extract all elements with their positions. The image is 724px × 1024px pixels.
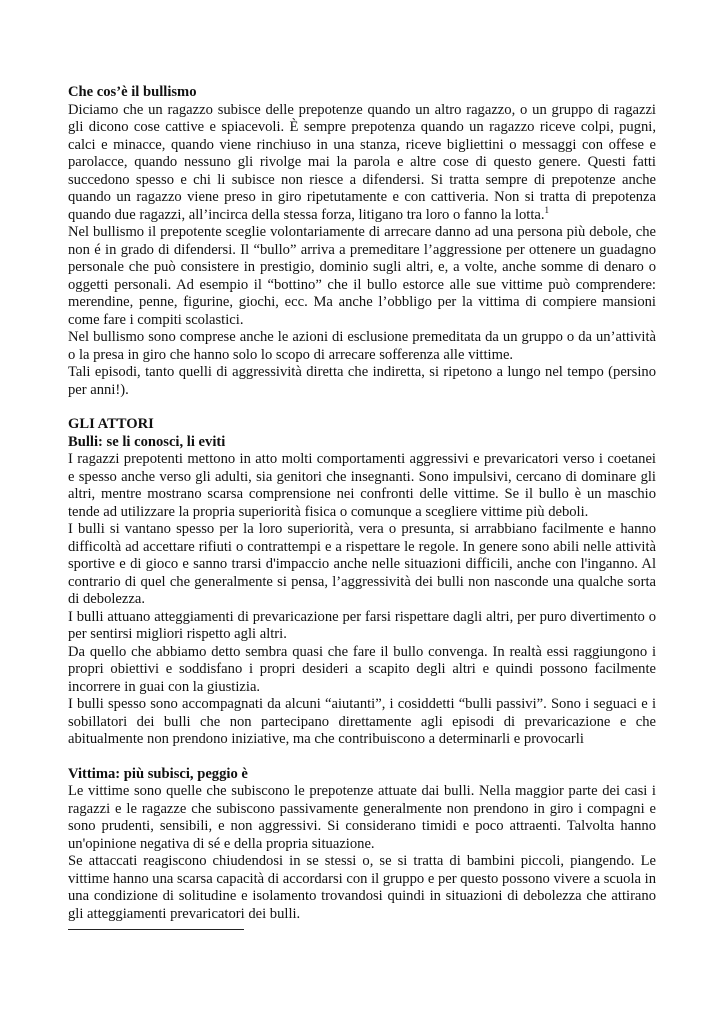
paragraph-conviene: Da quello che abbiamo detto sembra quasi che fare il bullo convenga. In realtà essi raggiungono i propri obiettivi e soddisfano i propri desideri a scapito degli altri e quindi possono facilmente incorrere in guai con la giustizia.: [68, 643, 656, 695]
paragraph-reazioni: Se attaccati reagiscono chiudendosi in se stessi o, se si tratta di bambini piccoli, piangendo. Le vittime hanno una scarsa capacità di accordarsi con il gruppo e per questo possono vivere a scuola in una condizione di solitudine e isolamento trovandosi quindi in situazioni di debolezza che attirano gli atteggiamenti prevaricatori dei bulli.: [68, 853, 657, 922]
paragraph-definition: [68, 102, 656, 225]
paragraph-prepotente: Nel bullismo il prepotente sceglie volontariamente di arrecare danno ad una persona più debole, che non é in grado di difendersi. Il “bullo” arriva a premeditare l’aggressione per ottenere un guadagno personale che può consistere in prestigio, dominio sugli altri, e, a volte, anche somme di denaro o oggetti personali. Ad esempio il “bottino” che il bullo estorce alle sue vittime può comprendere: merendine, penne, figurine, giochi, ecc. Ma anche l’obbligo per la vittima di compiere mansioni come fare i compiti scolastici.: [68, 224, 656, 328]
spacer: [68, 749, 656, 766]
section-heading-attori: GLI ATTORI: [68, 416, 154, 432]
spacer: [68, 399, 656, 416]
paragraph-prevaricazione: I bulli attuano atteggiamenti di prevaricazione per farsi rispettare dagli altri, per puro divertimento o per sentirsi migliori rispetto agli altri.: [68, 608, 656, 642]
paragraph-vittime: Le vittime sono quelle che subiscono le prepotenze attuate dai bulli. Nella maggior parte dei casi i ragazzi e le ragazze che subiscono passivamente generalmente non prendono in giro i compagni e sono prudenti, sensibili, e non aggressivi. Si considerano timidi e poco attraenti. Talvolta hanno un'opinione negativa di sé e della propria situazione.: [68, 783, 656, 852]
footnote-separator: [68, 929, 244, 930]
paragraph-episodi: Tali episodi, tanto quelli di aggressività diretta che indiretta, si ripetono a lungo nel tempo (persino per anni!).: [68, 364, 656, 398]
paragraph-esclusione: Nel bullismo sono comprese anche le azioni di esclusione premeditata da un gruppo o da un’attività o la presa in giro che hanno solo lo scopo di arrecare sofferenza alle vittime.: [68, 329, 656, 363]
paragraph-superiorita: I bulli si vantano spesso per la loro superiorità, vera o presunta, si arrabbiano facilmente e hanno difficoltà ad accettare rifiuti o contrattempi e a rispettare le regole. In genere sono abili nelle attività sportive e di gioco e sanno trarsi d'impaccio anche nelle situazioni difficili, anche con l'inganno. Al contrario di quel che generalmente si pensa, l’aggressività dei bulli non nasconde una qualche sorta di debolezza.: [68, 521, 656, 607]
subheading-vittima: Vittima: più subisci, peggio è: [68, 765, 248, 782]
paragraph-aiutanti: I bulli spesso sono accompagnati da alcuni “aiutanti”, i cosiddetti “bulli passivi”. Sono i seguaci e i sobillatori dei bulli che non partecipano direttamente agli episodi di prevaricazione e che abitualmente non prendono iniziative, ma che contribuiscono a determinarli e provocarli: [68, 696, 656, 747]
paragraph-definition-text: Diciamo che un ragazzo subisce delle prepotenze quando un altro ragazzo, o un gruppo di ragazzi gli dicono cose cattive e spiacevoli. È sempre prepotenza quando un ragazzo riceve colpi, pugni, calci e minacce, quando viene rinchiuso in una stanza, riceve bigliettini o messaggi con offese e parolacce, quando nessuno gli rivolge mai la parola e altre cose di questo genere. Questi fatti succedono spesso e chi li subisce non riesce a difendersi. Si tratta sempre di prepotenze anche quando un ragazzo viene preso in giro ripetutamente e con cattiveria. Non si tratta di prepotenza quando due ragazzi, all’incirca della stessa forza, litigano tra loro o fanno la lotta.: [68, 101, 656, 223]
document-body: [68, 84, 656, 923]
section-heading-bullismo: Che cos’è il bullismo: [68, 84, 197, 100]
subheading-bulli: Bulli: se li conosci, li eviti: [68, 433, 226, 450]
footnote-reference[interactable]: 1: [544, 204, 550, 215]
paragraph-ragazzi-prepotenti: I ragazzi prepotenti mettono in atto molti comportamenti aggressivi e prevaricatori verso i coetanei e spesso anche verso gli adulti, sia genitori che insegnanti. Sono impulsivi, cercano di dominare gli altri, mentre mostrano scarsa comprensione nei confronti delle vittime. Se il bullo è un maschio tende ad utilizzare la propria superiorità fisica o comunque a scegliere vittime più deboli.: [68, 451, 656, 520]
